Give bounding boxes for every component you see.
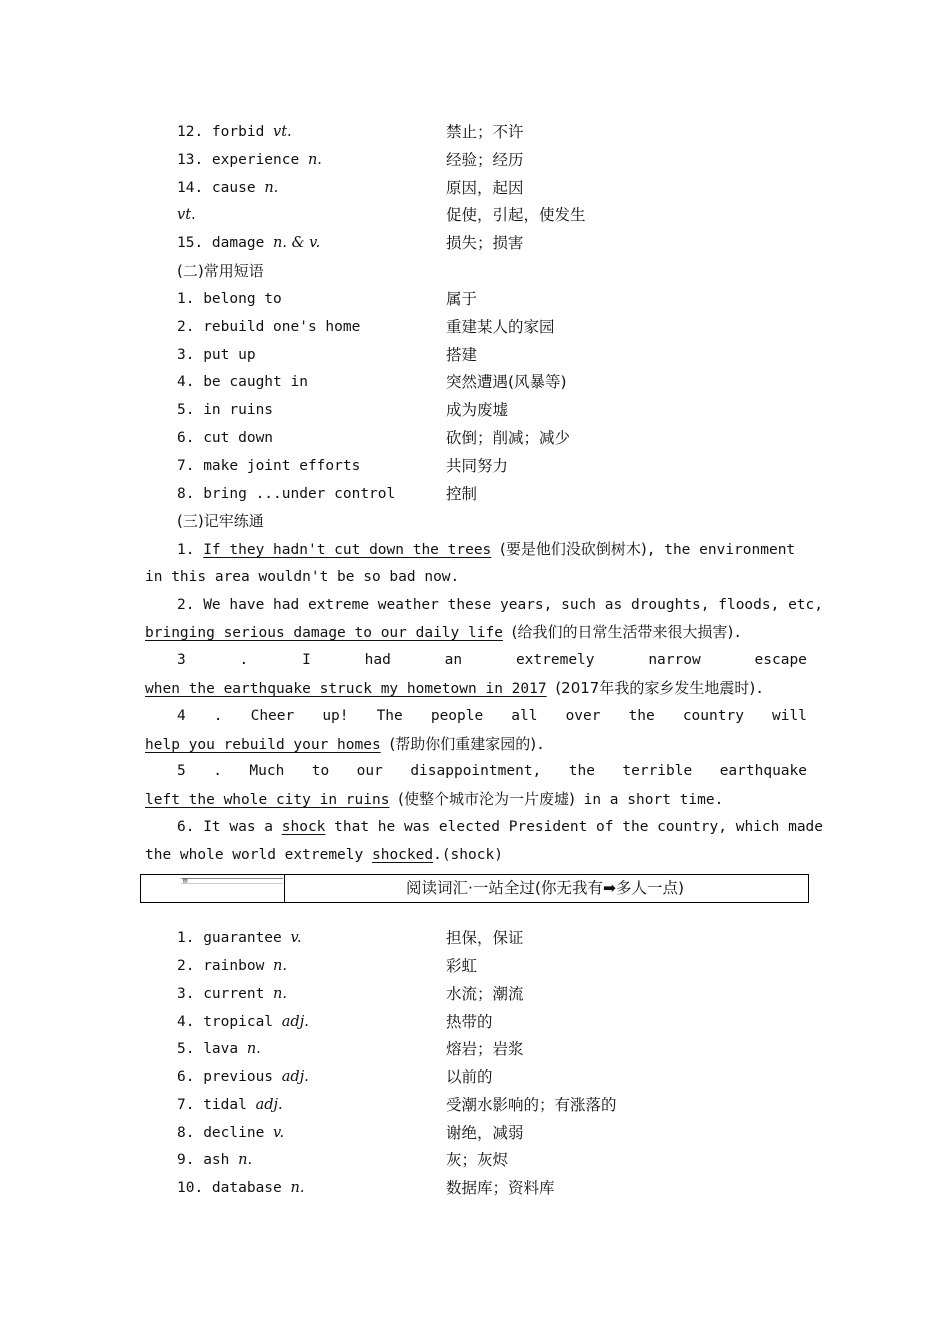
exercise-3-line-2: when the earthquake struck my hometown in 2017 (2017年我的家乡发生地震时). [145, 679, 764, 697]
exercise-4-line-2: help you rebuild your homes (帮助你们重建家园的). [145, 735, 545, 753]
phrase-row: 1. belong to 属于 [177, 290, 478, 308]
phrase-row: 8. bring ...under control 控制 [177, 485, 478, 503]
phrase-row: 4. be caught in 突然遭遇(风暴等) [177, 373, 567, 391]
vocab-row: 13. experience n. 经验；经历 [177, 151, 524, 169]
phrase-row: 6. cut down 砍倒；削减；减少 [177, 429, 571, 447]
vocab-row: 15. damage n. & v. 损失；损害 [177, 234, 524, 252]
exercise-6-line-1: 6. It was a shock that he was elected President of the country, which made [177, 819, 824, 835]
vocab-row: 12. forbid vt. 禁止；不许 [177, 123, 524, 141]
vocab-row: 10. database n. 数据库；资料库 [177, 1179, 555, 1197]
banner-stripe [181, 878, 283, 884]
section-heading: (二)常用短语 [177, 262, 264, 280]
vocab-row: 9. ash n. 灰；灰烬 [177, 1151, 509, 1169]
vocab-row: 6. previous adj. 以前的 [177, 1068, 493, 1086]
vocab-row: 14. cause n. 原因，起因 [177, 179, 524, 197]
exercise-2-line-2: bringing serious damage to our daily life (给我们的日常生活带来很大损害). [145, 623, 743, 641]
exercise-5-line-1: 5 . Much to our disappointment, the terrible earthquake [177, 763, 807, 779]
vocab-row: 8. decline v. 谢绝，减弱 [177, 1124, 524, 1142]
banner-icon: ▤ [183, 876, 188, 884]
exercise-1-line-2: in this area wouldn't be so bad now. [145, 569, 460, 585]
exercise-5-line-2: left the whole city in ruins (使整个城市沦为一片废墟) in a short time. [145, 790, 724, 808]
exercise-1-line-1: 1. If they hadn't cut down the trees (要是他们没砍倒树木), the environment [177, 540, 796, 558]
exercise-4-line-1: 4 . Cheer up! The people all over the country will [177, 708, 807, 724]
vocab-row: 1. guarantee v. 担保，保证 [177, 929, 524, 947]
vocab-row: 4. tropical adj. 热带的 [177, 1013, 493, 1031]
section-banner [140, 874, 809, 903]
banner-title: 阅读词汇·一站全过(你无我有➡多人一点) [406, 879, 685, 897]
vocab-row: 2. rainbow n. 彩虹 [177, 957, 478, 975]
section-heading: (三)记牢练通 [177, 512, 264, 530]
phrase-row: 5. in ruins 成为废墟 [177, 401, 509, 419]
phrase-row: 3. put up 搭建 [177, 346, 478, 364]
exercise-3-line-1: 3 . I had an extremely narrow escape [177, 652, 807, 668]
phrase-row: 7. make joint efforts 共同努力 [177, 457, 509, 475]
vocab-row: 7. tidal adj. 受潮水影响的；有涨落的 [177, 1096, 617, 1114]
exercise-6-line-2: the whole world extremely shocked.(shock) [145, 847, 503, 863]
vocab-row: 5. lava n. 熔岩；岩浆 [177, 1040, 524, 1058]
phrase-row: 2. rebuild one's home 重建某人的家园 [177, 318, 555, 336]
banner-divider [284, 875, 285, 902]
vocab-row: 3. current n. 水流；潮流 [177, 985, 524, 1003]
vocab-row: vt. 促使，引起，使发生 [177, 206, 586, 224]
exercise-2-line-1: 2. We have had extreme weather these years, such as droughts, floods, etc, [177, 597, 824, 613]
